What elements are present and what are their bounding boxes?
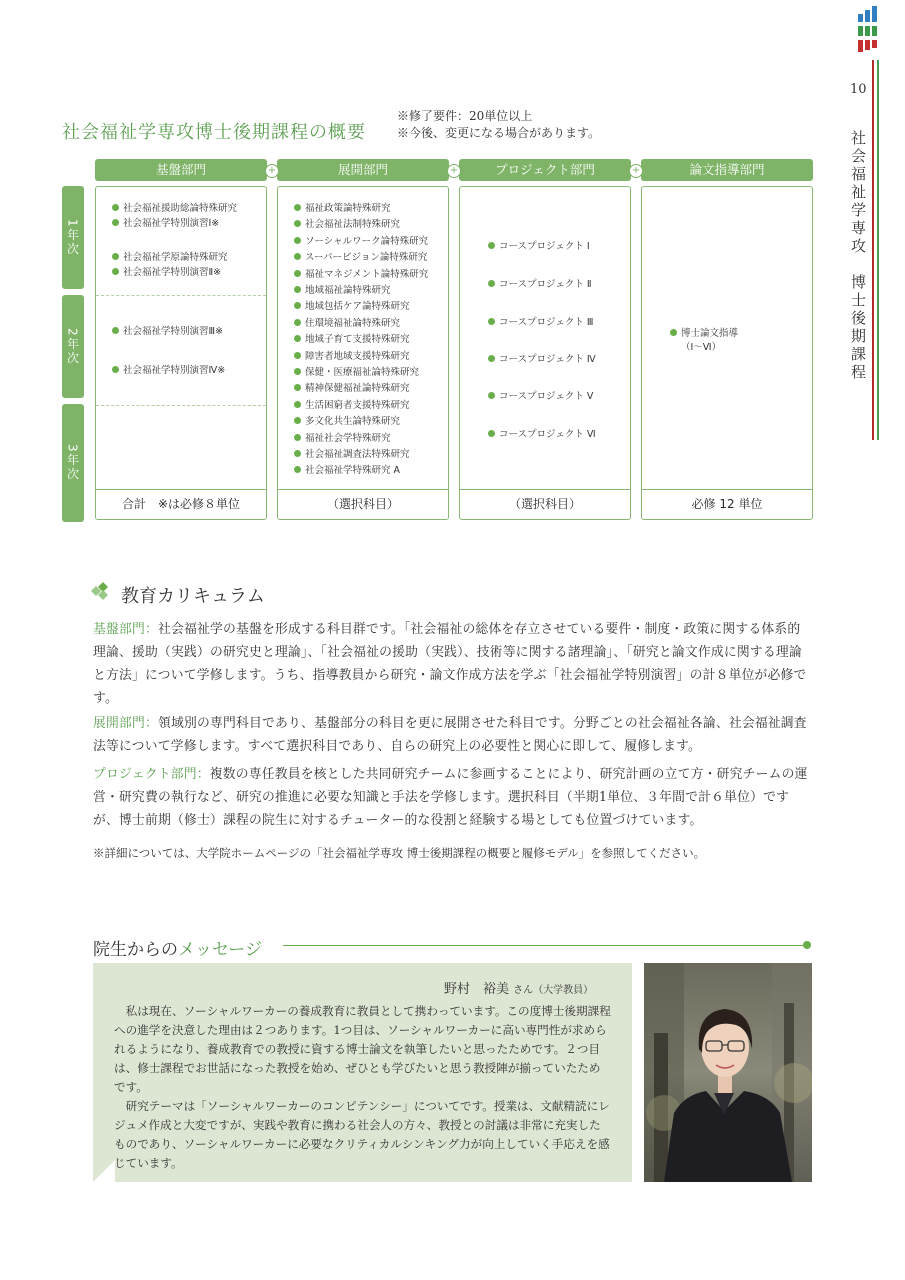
year-tab-2: 2年次 [62,295,84,398]
column-header-project: プロジェクト部門 [459,159,631,181]
paragraph-text: 領域別の専門科目であり、基盤部分の科目を更に展開させた科目です。分野ごとの社会福祉各論、社会福祉調査法等について学修します。すべて選択科目であり、自らの研究上の必要性と関心に即して、履修します。 [93,716,807,754]
message-paragraph: 研究テーマは「ソーシャルワーカーのコンピテンシー」についてです。授業は、文献精読にレジュメ作成と大変ですが、実践や教育に携わる社会人の方々、教授との討議は非常に充実したものであり、ソーシャルワーカーに必要なクリティカルシンキング力が向上していく手応えを感じています。 [114,1099,610,1170]
footer-tenkai: （選択科目） [278,489,448,519]
list-item: 生活困窮者支援特殊研究 [294,399,410,412]
list-item: 福祉政策論特殊研究 [294,202,391,215]
list-item: 障害者地域支援特殊研究 [294,350,410,363]
overview-title: 社会福祉学専攻博士後期課程の概要 [62,122,366,143]
list-item: 地域福祉論特殊研究 [294,284,391,297]
plus-icon: + [447,164,461,178]
paragraph-kiban [93,618,813,710]
message-title [93,935,262,960]
column-header-kiban: 基盤部門 [95,159,267,181]
list-item: 社会福祉援助総論特殊研究 [112,202,237,215]
list-item: コースプロジェクト Ⅵ [488,428,596,441]
diamond-icon [90,582,116,602]
box-project [459,186,631,520]
list-item: 社会福祉学特別演習Ⅱ※ [112,266,221,279]
list-item: 保健・医療福祉論特殊研究 [294,366,419,379]
overview-notes [397,108,600,142]
panel-corner [93,1160,115,1182]
list-item: 社会福祉学特別演習Ⅳ※ [112,364,225,377]
list-item: 博士論文指導 [670,327,738,340]
edge-red-line [872,60,874,440]
column-header-ronbun: 論文指導部門 [641,159,813,181]
divider [96,405,266,406]
list-item: コースプロジェクト Ⅴ [488,390,593,403]
list-item: スーパービジョン論特殊研究 [294,251,427,264]
list-item: コースプロジェクト Ⅱ [488,278,592,291]
curriculum-note: ※詳細については、大学院ホームページの「社会福祉学専攻 博士後期課程の概要と履修モデル」を参照してください。 [93,846,706,860]
side-title: 社会福祉学専攻 博士後期課程 [849,130,867,382]
list-item: コースプロジェクト Ⅲ [488,316,593,329]
list-item: 社会福祉調査法特殊研究 [294,448,410,461]
paragraph-project [93,763,813,832]
list-item: 多文化共生論特殊研究 [294,415,400,428]
list-item: 福祉社会学特殊研究 [294,432,391,445]
list-item: コースプロジェクト Ⅳ [488,353,596,366]
list-item: 社会福祉学原論特殊研究 [112,251,228,264]
list-item: 社会福祉学特殊研究 A [294,464,400,477]
student-name-text: 野村 裕美 [444,982,510,997]
list-item: コースプロジェクト Ⅰ [488,240,590,253]
message-paragraph: 私は現在、ソーシャルワーカーの養成教育に教員として携わっています。この度博士後期課程への進学を決意した理由は２つあります。1つ目は、ソーシャルワーカーに高い専門性が求められるようになり、養成教育での教授に資する博士論文を執筆したいと思ったためです。２つ目は、修士課程でお世話になった教授を始め、ぜひとも学びたいと思う教授陣が揃っていたためです。 [114,1004,611,1094]
list-item: 住環境福祉論特殊研究 [294,317,400,330]
column-header-tenkai: 展開部門 [277,159,449,181]
list-item-sub: （Ⅰ〜Ⅵ） [681,342,722,353]
rule-end-dot [803,941,811,949]
message-title-accent: メッセージ [178,940,262,960]
paragraph-text: 複数の専任教員を核とした共同研究チームに参画することにより、研究計画の立て方・研究チームの運営・研究費の執行など、研究の推進に必要な知識と手法を学修します。選択科目（半期1単位、３年間で計６単位）ですが、博士前期（修士）課程の院生に対するチューター的な役割と経験する場としても位置づけています。 [93,767,808,828]
footer-project: （選択科目） [460,489,630,519]
student-name [444,978,593,997]
list-item: 社会福祉学特別演習Ⅲ※ [112,325,223,338]
edge-green-line [877,60,879,440]
note-change: ※今後、変更になる場合があります。 [397,126,601,140]
student-honorific: さん（大学教員） [513,985,594,996]
student-photo [644,963,812,1182]
title-rule [283,945,805,946]
list-item: 福祉マネジメント論特殊研究 [294,268,428,281]
list-item: ソーシャルワーク論特殊研究 [294,235,428,248]
footer-kiban: 合計 ※は必修８単位 [96,489,266,519]
paragraph-lead: プロジェクト部門： [93,767,210,782]
paragraph-text: 社会福祉学の基盤を形成する科目群です。「社会福祉の総体を存立させている要件・制度・政策に関する体系的理論、援助（実践）の研究史と理論」、「社会福祉の援助（実践）、技術等に関する諸理論」、「研究と論文作成に関する理論と方法」について学修します。うち、指導教員から研究・論文作成方法を学ぶ「社会福祉学特別演習」の計８単位が必修です。 [93,622,807,706]
message-title-plain: 院生からの [93,940,178,960]
list-item: 社会福祉法制特殊研究 [294,218,400,231]
note-requirement: ※修了要件：20単位以上 [397,109,533,123]
box-tenkai [277,186,449,520]
plus-icon: + [629,164,643,178]
list-item: 社会福祉学特別演習Ⅰ※ [112,217,219,230]
edge-logo [857,6,879,56]
paragraph-lead: 展開部門： [93,716,158,731]
box-ronbun [641,186,813,520]
year-tab-1: 1年次 [62,186,84,289]
divider [96,295,266,296]
footer-ronbun: 必修 12 単位 [642,489,812,519]
curriculum-title: 教育カリキュラム [121,586,265,607]
year-tab-3: 3年次 [62,404,84,522]
message-body [114,1002,612,1173]
list-item: 地域包括ケア論特殊研究 [294,300,410,313]
page-number: 10 [850,82,867,97]
list-item: 精神保健福祉論特殊研究 [294,382,410,395]
paragraph-tenkai [93,712,813,758]
plus-icon: + [265,164,279,178]
paragraph-lead: 基盤部門： [93,622,158,637]
list-item: 地域子育て支援特殊研究 [294,333,410,346]
box-kiban [95,186,267,520]
